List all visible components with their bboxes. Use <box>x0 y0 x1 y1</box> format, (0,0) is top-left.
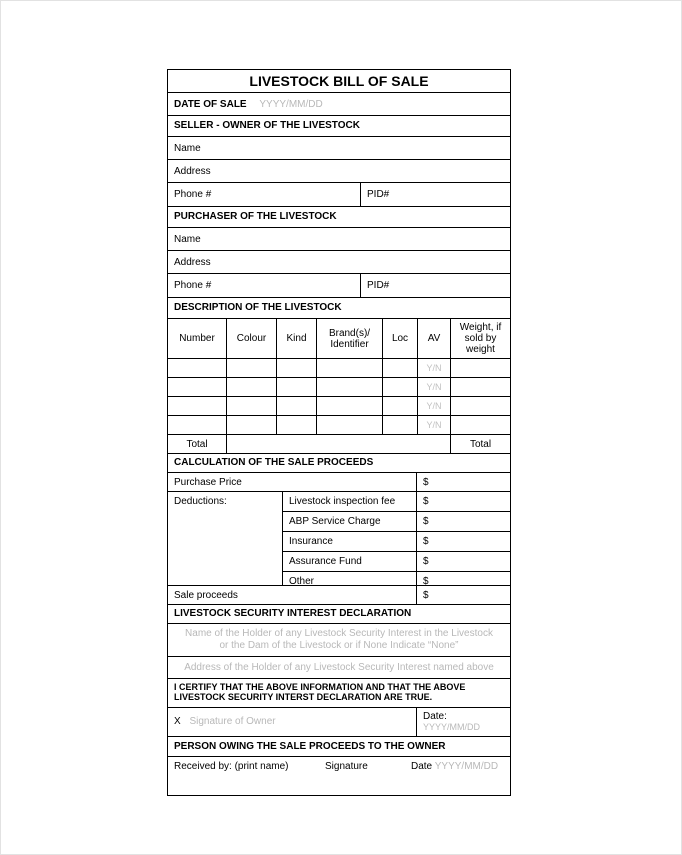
sale-proceeds-row <box>168 586 510 605</box>
total-field[interactable] <box>227 435 451 453</box>
deduction-label: Other <box>283 572 417 591</box>
col-kind: Kind <box>277 319 317 358</box>
description-header-row <box>168 319 510 359</box>
date-of-sale-label: DATE OF SALE <box>174 99 247 110</box>
colour-cell[interactable] <box>227 416 277 434</box>
bill-of-sale-form <box>167 69 511 796</box>
loc-cell[interactable] <box>383 416 418 434</box>
holder-placeholder-line1: Name of the Holder of any Livestock Security Interest in the Livestock <box>185 628 493 639</box>
purchaser-name-field[interactable]: Name <box>168 228 510 251</box>
weight-cell[interactable] <box>451 397 510 415</box>
owner-signature-field[interactable] <box>168 708 417 736</box>
owner-date-field[interactable] <box>417 708 480 736</box>
loc-cell[interactable] <box>383 397 418 415</box>
col-number: Number <box>168 319 227 358</box>
security-address-field[interactable]: Address of the Holder of any Livestock Security Interest named above <box>168 657 510 679</box>
deduction-amount-field[interactable]: $ <box>423 576 429 587</box>
description-heading: DESCRIPTION OF THE LIVESTOCK <box>168 298 510 319</box>
purchaser-phone-row <box>168 274 510 298</box>
kind-cell[interactable] <box>277 378 317 396</box>
number-cell[interactable] <box>168 397 227 415</box>
purchaser-address-field[interactable]: Address <box>168 251 510 274</box>
owner-date-label: Date: <box>423 711 447 722</box>
owner-date-placeholder: YYYY/MM/DD <box>423 722 481 732</box>
certify-statement <box>168 679 510 708</box>
weight-cell[interactable] <box>451 378 510 396</box>
seller-pid-field[interactable]: PID# <box>367 189 390 200</box>
deduction-item <box>283 512 510 532</box>
received-date-field[interactable] <box>411 761 498 795</box>
purchase-price-label: Purchase Price <box>168 473 417 491</box>
purchaser-pid-field[interactable]: PID# <box>367 280 390 291</box>
deduction-label: ABP Service Charge <box>283 512 417 531</box>
brand-cell[interactable] <box>317 359 383 377</box>
deduction-label: Assurance Fund <box>283 552 417 571</box>
brand-cell[interactable] <box>317 416 383 434</box>
purchaser-heading: PURCHASER OF THE LIVESTOCK <box>168 207 510 228</box>
deductions-list <box>283 492 510 585</box>
total-row <box>168 435 510 454</box>
sale-proceeds-label: Sale proceeds <box>168 586 417 604</box>
sale-proceeds-field[interactable]: $ <box>423 590 429 601</box>
deduction-amount-field[interactable]: $ <box>423 516 429 527</box>
deductions-block <box>168 492 510 586</box>
number-cell[interactable] <box>168 416 227 434</box>
weight-cell[interactable] <box>451 359 510 377</box>
col-av: AV <box>418 319 451 358</box>
seller-phone-row <box>168 183 510 207</box>
owner-signature-row <box>168 708 510 737</box>
kind-cell[interactable] <box>277 416 317 434</box>
deductions-label: Deductions: <box>168 492 283 585</box>
colour-cell[interactable] <box>227 397 277 415</box>
received-signature-field[interactable]: Signature <box>325 761 368 772</box>
av-cell[interactable]: Y/N <box>418 359 451 377</box>
calculation-heading: CALCULATION OF THE SALE PROCEEDS <box>168 454 510 473</box>
security-holder-field[interactable] <box>168 624 510 657</box>
av-cell[interactable]: Y/N <box>418 397 451 415</box>
seller-address-field[interactable]: Address <box>168 160 510 183</box>
deduction-item <box>283 532 510 552</box>
purchase-price-field[interactable]: $ <box>423 477 429 488</box>
kind-cell[interactable] <box>277 359 317 377</box>
deduction-label: Insurance <box>283 532 417 551</box>
brand-cell[interactable] <box>317 397 383 415</box>
number-cell[interactable] <box>168 378 227 396</box>
seller-phone-field[interactable]: Phone # <box>168 183 361 206</box>
received-date-label: Date <box>411 761 433 772</box>
form-title: LIVESTOCK BILL OF SALE <box>168 70 510 93</box>
total-label-right: Total <box>469 438 492 450</box>
deduction-item <box>283 552 510 572</box>
owing-heading: PERSON OWING THE SALE PROCEEDS TO THE OWNER <box>168 737 510 757</box>
deduction-amount-field[interactable]: $ <box>423 496 429 507</box>
certify-line2: LIVESTOCK SECURITY INTERST DECLARATION ARE TRUE. <box>174 692 433 702</box>
number-cell[interactable] <box>168 359 227 377</box>
av-cell[interactable]: Y/N <box>418 378 451 396</box>
received-by-field[interactable]: Received by: (print name) <box>174 761 289 772</box>
date-of-sale-field[interactable]: YYYY/MM/DD <box>259 99 323 110</box>
seller-name-field[interactable]: Name <box>168 137 510 160</box>
received-date-placeholder: YYYY/MM/DD <box>434 761 499 772</box>
purchase-price-row <box>168 473 510 492</box>
security-heading: LIVESTOCK SECURITY INTEREST DECLARATION <box>168 605 510 624</box>
weight-cell[interactable] <box>451 416 510 434</box>
signature-placeholder: Signature of Owner <box>189 716 276 727</box>
seller-heading: SELLER - OWNER OF THE LIVESTOCK <box>168 116 510 137</box>
kind-cell[interactable] <box>277 397 317 415</box>
received-by-row <box>168 757 510 795</box>
date-of-sale-row <box>168 93 510 116</box>
table-row <box>168 416 510 435</box>
purchaser-phone-field[interactable]: Phone # <box>168 274 361 297</box>
col-colour: Colour <box>227 319 277 358</box>
x-mark: X <box>174 716 181 727</box>
brand-cell[interactable] <box>317 378 383 396</box>
loc-cell[interactable] <box>383 359 418 377</box>
total-label-left: Total <box>168 435 227 453</box>
deduction-label: Livestock inspection fee <box>283 492 417 511</box>
col-loc: Loc <box>383 319 418 358</box>
table-row <box>168 378 510 397</box>
colour-cell[interactable] <box>227 378 277 396</box>
av-cell[interactable]: Y/N <box>418 416 451 434</box>
deduction-amount-field[interactable]: $ <box>423 556 429 567</box>
col-brand: Brand(s)/ Identifier <box>317 319 383 358</box>
table-row <box>168 359 510 378</box>
colour-cell[interactable] <box>227 359 277 377</box>
col-weight: Weight, if sold by weight <box>459 322 502 355</box>
holder-placeholder-line2: or the Dam of the Livestock or if None Indicate “None” <box>219 640 459 651</box>
loc-cell[interactable] <box>383 378 418 396</box>
table-row <box>168 397 510 416</box>
deduction-amount-field[interactable]: $ <box>423 536 429 547</box>
deduction-item <box>283 492 510 512</box>
certify-line1: I CERTIFY THAT THE ABOVE INFORMATION AND THAT THE ABOVE <box>174 682 466 692</box>
